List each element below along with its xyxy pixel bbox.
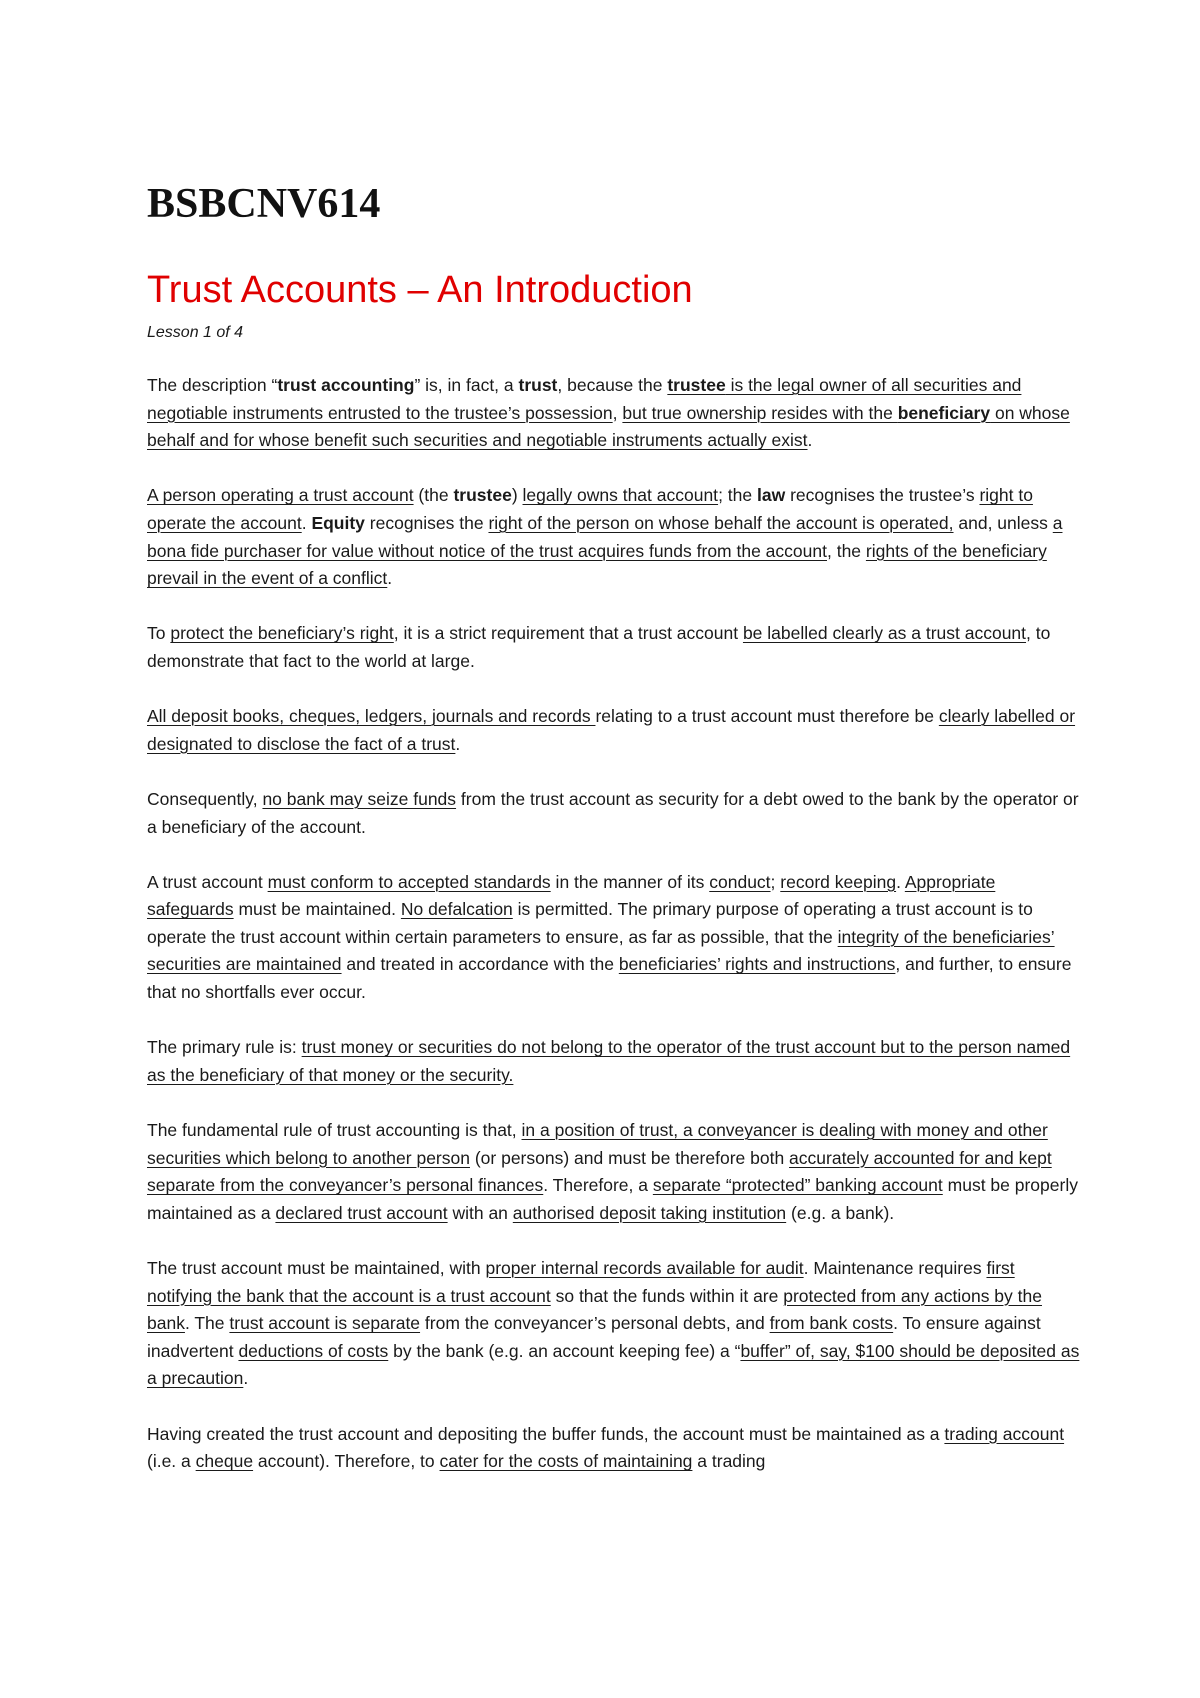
text-run: . Therefore, a	[543, 1175, 653, 1196]
text-run: recognises the	[364, 512, 489, 533]
lesson-indicator: Lesson 1 of 4	[147, 324, 244, 341]
text-run: The primary rule is:	[147, 1037, 302, 1058]
underlined-text: rights of the beneficiary prevail in the event of a conflict	[147, 540, 1047, 589]
underlined-text: no bank may seize funds	[262, 788, 457, 809]
underlined-text: cheque	[195, 1451, 254, 1472]
underlined-text: A person operating a trust account	[147, 485, 414, 506]
underlined-text: first notifying the bank that the account is a trust account	[147, 1258, 1015, 1306]
text-run: To	[147, 623, 171, 644]
text-run: so that the funds within it are	[550, 1285, 784, 1306]
bold-text: trust accounting	[277, 375, 415, 395]
text-run: A trust account	[147, 871, 268, 892]
text-run: .	[243, 1368, 249, 1389]
bold-text: trustee	[453, 485, 512, 506]
underlined-text: conduct	[709, 871, 771, 892]
paragraph	[147, 1255, 1082, 1393]
text-run: )	[511, 485, 523, 506]
text-run: is permitted. The primary purpose of operating a trust account is to operate the trust account within certain parameters to ensure, as far as possible, that the	[147, 899, 1033, 947]
text-run: with an	[447, 1202, 513, 1223]
text-run: must be properly maintained as a	[147, 1175, 1078, 1223]
underlined-text: authorised deposit taking institution	[512, 1202, 787, 1223]
paragraph	[147, 1034, 1082, 1089]
underlined-text: trading account	[944, 1423, 1065, 1444]
text-run: (e.g. a bank).	[786, 1202, 895, 1223]
underlined-text: in a position of trust, a conveyancer is dealing with money and other securities which belong to another person	[147, 1120, 1048, 1168]
paragraph	[147, 482, 1082, 592]
underlined-text: buffer” of, say, $100 should be deposited as a precaution	[147, 1340, 1080, 1389]
underlined-text: is the legal owner of all securities and negotiable instruments entrusted to the trustee’s possession	[147, 375, 1022, 423]
paragraph	[147, 1117, 1082, 1227]
underlined-text: accurately accounted for and kept separate from the conveyancer’s personal finances	[147, 1147, 1052, 1196]
underlined-text: beneficiary	[897, 402, 991, 423]
underlined-text: legally owns that account	[522, 485, 719, 506]
text-run: The trust account must be maintained, with	[147, 1258, 486, 1278]
underlined-text: but true ownership resides with the	[622, 402, 898, 423]
underlined-text: on whose behalf and for whose benefit such securities and negotiable instruments actually exist	[147, 402, 1070, 451]
underlined-text: clearly labelled or designated to disclose the fact of a trust	[147, 706, 1076, 754]
text-run: .	[455, 733, 461, 754]
text-run: , to demonstrate that fact to the world at large.	[147, 623, 1051, 671]
underlined-text: be labelled clearly as a trust account	[742, 623, 1027, 644]
paragraph	[147, 620, 1082, 675]
text-run: ; the	[718, 485, 757, 506]
text-run: and, unless	[953, 512, 1053, 533]
bold-text: Equity	[311, 512, 365, 533]
underlined-text: separate “protected” banking account	[652, 1175, 943, 1196]
text-run: .	[387, 568, 393, 589]
paragraph	[147, 703, 1082, 758]
text-run: The fundamental rule of trust accounting is that,	[147, 1120, 522, 1141]
underlined-text: protected from any actions by the bank	[147, 1285, 1042, 1334]
text-run: ,	[612, 402, 623, 423]
text-run: , and further, to ensure that no shortfalls ever occur.	[147, 954, 1072, 1003]
underlined-text: trust money or securities do not belong to the operator of the trust account but to the person named as the beneficiary of that money or the security.	[147, 1037, 1071, 1085]
underlined-text: cater for the costs of maintaining	[439, 1451, 693, 1472]
document-page	[147, 180, 1082, 1503]
text-run: . Maintenance requires	[803, 1258, 987, 1278]
underlined-text: right of the person on whose behalf the account is operated,	[488, 512, 954, 533]
text-run: relating to a trust account must therefore be	[595, 706, 939, 727]
paragraph	[147, 869, 1082, 1007]
underlined-text: beneficiaries’ rights and instructions	[618, 954, 896, 975]
course-code: BSBCNV614	[147, 181, 381, 227]
underlined-text: a bona fide purchaser for value without notice of the trust acquires funds from the account	[147, 512, 1063, 561]
text-run: ” is, in fact, a	[414, 375, 519, 395]
text-run: by the bank (e.g. an account keeping fee) a “	[388, 1340, 741, 1361]
underlined-text: All deposit books, cheques, ledgers, journals and records	[147, 706, 596, 727]
paragraph	[147, 372, 1082, 455]
text-run: , because the	[557, 375, 668, 395]
paragraph	[147, 1421, 1082, 1476]
text-run: The description “	[147, 375, 278, 395]
text-run: and treated in accordance with the	[341, 954, 619, 975]
bold-text: law	[756, 485, 786, 506]
underlined-text: from bank costs	[769, 1313, 894, 1334]
underlined-text: trustee	[667, 375, 726, 395]
text-run: (or persons) and must be therefore both	[469, 1147, 790, 1168]
underlined-text: integrity of the beneficiaries’ securities are maintained	[147, 926, 1055, 975]
underlined-text: proper internal records available for audit	[485, 1258, 804, 1278]
paragraph	[147, 786, 1082, 841]
text-run: Consequently,	[147, 788, 263, 809]
text-run: from the trust account as security for a debt owed to the bank by the operator or a beneficiary of the account.	[147, 788, 1079, 837]
text-run: account). Therefore, to	[253, 1451, 440, 1472]
text-run: recognises the trustee’s	[785, 485, 980, 506]
text-run: must be maintained.	[233, 899, 401, 920]
text-run: Having created the trust account and depositing the buffer funds, the account must be maintained as a	[147, 1423, 945, 1444]
underlined-text: right to operate the account	[147, 485, 1033, 533]
text-run: (the	[413, 485, 454, 506]
text-run: from the conveyancer’s personal debts, and	[420, 1313, 770, 1334]
text-run: . To ensure against inadvertent	[147, 1313, 1041, 1361]
text-run: a trading	[692, 1451, 766, 1472]
underlined-text: deductions of costs	[238, 1340, 389, 1361]
text-run: , the	[826, 540, 866, 561]
underlined-text: must conform to accepted standards	[267, 871, 551, 892]
text-run: (i.e. a	[147, 1451, 196, 1472]
underlined-text: trust account is separate	[229, 1313, 421, 1334]
text-run: .	[807, 430, 813, 451]
text-run: , it is a strict requirement that a trust account	[393, 623, 743, 644]
text-run: ;	[770, 871, 781, 892]
text-run: . The	[184, 1313, 230, 1334]
document-title: Trust Accounts – An Introduction	[147, 269, 693, 311]
text-run: .	[896, 871, 905, 892]
underlined-text: No defalcation	[400, 899, 513, 920]
underlined-text: declared trust account	[275, 1202, 448, 1223]
text-run: in the manner of its	[550, 871, 710, 892]
underlined-text: protect the beneficiary’s right	[170, 623, 394, 644]
text-run: .	[301, 512, 312, 533]
underlined-text: record keeping	[780, 871, 897, 892]
bold-text: trust	[518, 375, 558, 395]
document-body	[147, 372, 1082, 1476]
underlined-text: Appropriate safeguards	[147, 871, 996, 920]
